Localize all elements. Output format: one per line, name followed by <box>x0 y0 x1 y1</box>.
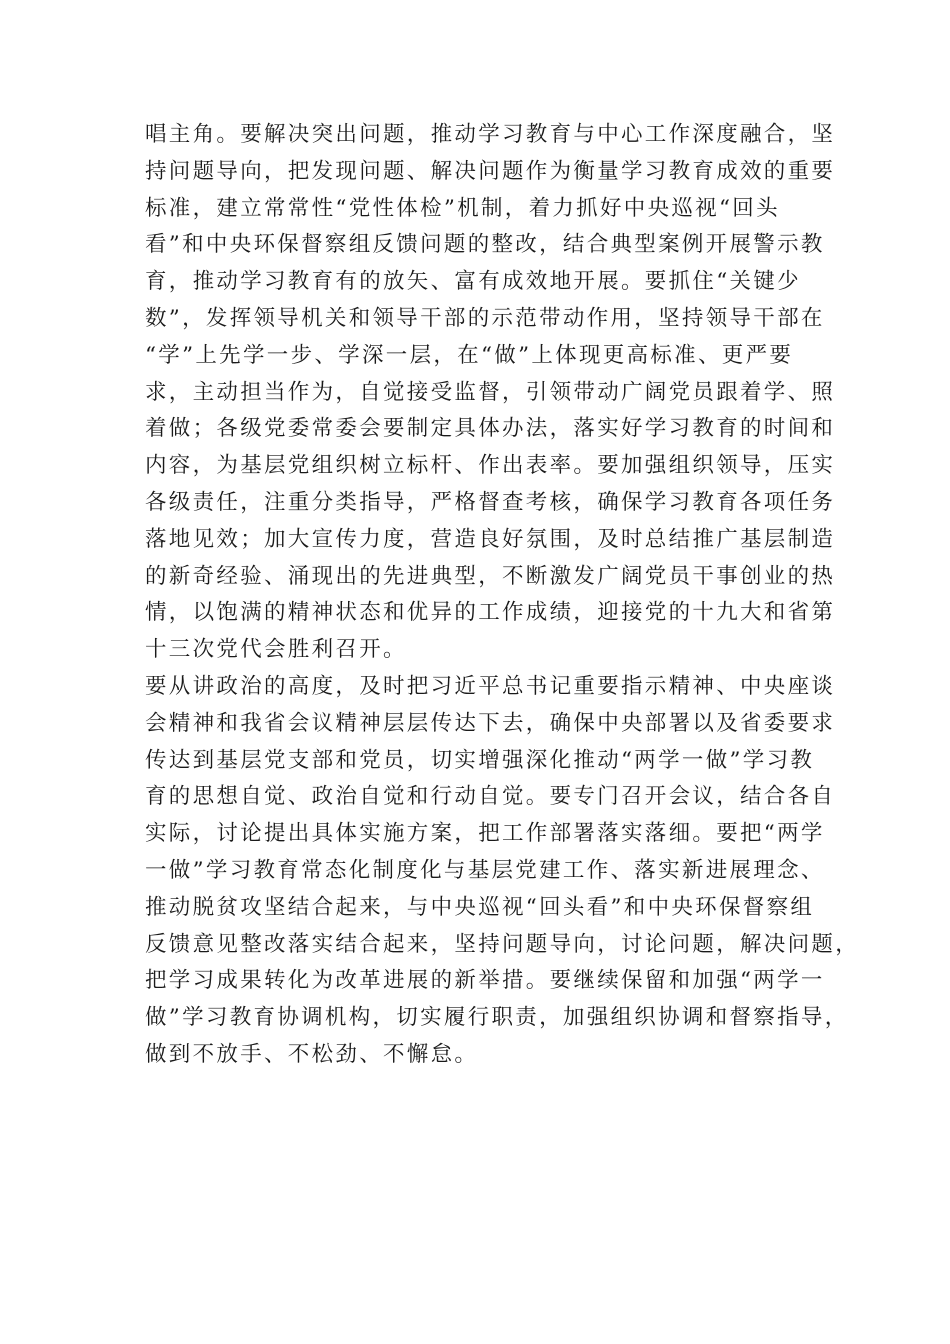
text-line: 的新奇经验、涌现出的先进典型，不断激发广阔党员干事创业的热 <box>145 563 836 589</box>
text-line: 一做”学习教育常态化制度化与基层党建工作、落实新进展理念、 <box>145 857 825 883</box>
text-line: 传达到基层党支部和党员，切实增强深化推动“两学一做”学习教 <box>145 747 815 773</box>
text-line: 十三次党代会胜利召开。 <box>145 637 407 663</box>
text-line: 做到不放手、不松劲、不懈怠。 <box>145 1041 479 1067</box>
text-line: 把学习成果转化为改革进展的新举措。要继续保留和加强“两学一 <box>145 968 825 994</box>
text-line: 着做；各级党委常委会要制定具体办法，落实好学习教育的时间和 <box>145 416 836 442</box>
text-line: 唱主角。要解决突出问题，推动学习教育与中心工作深度融合，坚 <box>145 122 836 147</box>
text-line: 推动脱贫攻坚结合起来，与中央巡视“回头看”和中央环保督察组 <box>145 894 815 920</box>
text-line: 求，主动担当作为，自觉接受监督，引领带动广阔党员跟着学、照 <box>145 379 836 405</box>
paragraph-2 <box>145 669 860 1074</box>
text-line: 数”，发挥领导机关和领导干部的示范带动作用，坚持领导干部在 <box>145 305 825 331</box>
text-line: 看”和中央环保督察组反馈问题的整改，结合典型案例开展警示教 <box>145 232 825 258</box>
text-line: 情，以饱满的精神状态和优异的工作成绩，迎接党的十九大和省第 <box>145 600 836 626</box>
text-line: 做”学习教育协调机构，切实履行职责，加强组织协调和督察指导， <box>145 1005 849 1031</box>
text-line: 育，推动学习教育有的放矢、富有成效地开展。要抓住“关键少 <box>145 269 801 295</box>
text-line: 标准，建立常常性“党性体检”机制，着力抓好中央巡视“回头 <box>145 195 780 221</box>
text-line: 持问题导向，把发现问题、解决问题作为衡量学习教育成效的重要 <box>145 158 836 184</box>
text-line: 实际，讨论提出具体实施方案，把工作部署落实落细。要把“两学 <box>145 821 825 847</box>
text-line: 育的思想自觉、政治自觉和行动自觉。要专门召开会议，结合各自 <box>145 784 836 810</box>
text-line: 反馈意见整改落实结合起来，坚持问题导向，讨论问题，解决问题， <box>145 931 860 957</box>
document-body <box>145 117 860 1074</box>
paragraph-1 <box>145 117 835 669</box>
text-line: “学”上先学一步、学深一层，在“做”上体现更高标准、更严要 <box>145 342 794 368</box>
text-line: 落地见效；加大宣传力度，营造良好氛围，及时总结推广基层制造 <box>145 526 836 552</box>
text-line: 各级责任，注重分类指导，严格督查考核，确保学习教育各项任务 <box>145 489 836 515</box>
text-line: 要从讲政治的高度，及时把习近平总书记重要指示精神、中央座谈 <box>145 673 836 699</box>
text-line: 会精神和我省会议精神层层传达下去，确保中央部署以及省委要求 <box>145 710 836 736</box>
text-line: 内容，为基层党组织树立标杆、作出表率。要加强组织领导，压实 <box>145 453 836 479</box>
